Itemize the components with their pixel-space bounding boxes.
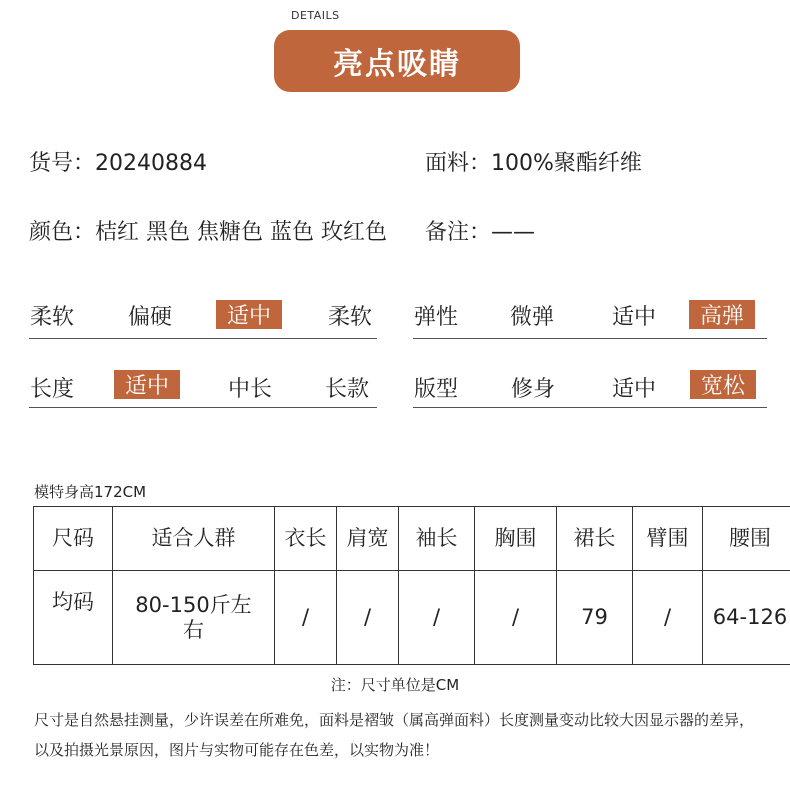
- section-title: 亮点吸睛: [274, 30, 520, 92]
- header-shoulder: 肩宽: [337, 507, 399, 571]
- elasticity-divider: [413, 338, 767, 339]
- fit-label: 版型: [414, 377, 459, 402]
- fabric-info: 面料：100%聚酯纤维: [425, 151, 642, 176]
- size-table-row: [34, 571, 790, 665]
- details-label: DETAILS: [291, 9, 340, 22]
- softness-option-soft: 柔软: [328, 305, 373, 330]
- model-height-note: 模特身高172CM: [34, 483, 147, 501]
- header-skirt-length: 裙长: [557, 507, 633, 571]
- softness-label: 柔软: [30, 305, 75, 330]
- item-number: 货号：20240884: [29, 151, 207, 176]
- softness-option-medium-selected: 适中: [216, 300, 282, 329]
- disclaimer-text: 尺寸是自然悬挂测量，少许误差在所难免，面料是褶皱（属高弹面料）长度测量变动比较大因显示器的差异，以及拍摄光景原因，图片与实物可能存在色差，以实物为准！: [34, 711, 755, 759]
- cell-skirt-length: 79: [557, 571, 633, 665]
- header-sleeve: 袖长: [399, 507, 475, 571]
- cell-length: /: [275, 571, 337, 665]
- header-size: 尺码: [34, 507, 113, 571]
- fit-divider: [413, 407, 767, 408]
- header-fit-group: 适合人群: [113, 507, 275, 571]
- length-option-midlength: 中长: [228, 377, 273, 402]
- cell-fit-group: 80-150斤左右: [113, 571, 275, 665]
- softness-divider: [29, 338, 377, 339]
- elasticity-label: 弹性: [414, 305, 459, 330]
- elasticity-option-high-selected: 高弹: [689, 300, 755, 329]
- fit-option-medium: 适中: [612, 377, 657, 402]
- fit-option-loose-selected: 宽松: [690, 370, 756, 399]
- fit-option-slim: 修身: [511, 377, 556, 402]
- cell-shoulder: /: [337, 571, 399, 665]
- size-table: [33, 506, 790, 665]
- unit-note: 注：尺寸单位是CM: [330, 676, 460, 694]
- header-waist: 腰围: [703, 507, 790, 571]
- cell-arm: /: [633, 571, 703, 665]
- header-bust: 胸围: [475, 507, 557, 571]
- size-table-header-row: [34, 507, 790, 571]
- cell-size: 均码: [34, 571, 113, 665]
- length-divider: [29, 407, 377, 408]
- elasticity-option-slight: 微弹: [510, 305, 555, 330]
- length-option-long: 长款: [325, 377, 370, 402]
- header-arm: 臂围: [633, 507, 703, 571]
- elasticity-option-medium: 适中: [612, 305, 657, 330]
- softness-option-hard: 偏硬: [128, 305, 173, 330]
- length-label: 长度: [30, 377, 75, 402]
- remark-info: 备注：——: [425, 220, 536, 245]
- cell-sleeve: /: [399, 571, 475, 665]
- cell-waist: 64-126: [703, 571, 790, 665]
- colors-info: 颜色：桔红 黑色 焦糖色 蓝色 玫红色: [29, 220, 387, 245]
- header-length: 衣长: [275, 507, 337, 571]
- length-option-medium-selected: 适中: [114, 370, 180, 399]
- cell-bust: /: [475, 571, 557, 665]
